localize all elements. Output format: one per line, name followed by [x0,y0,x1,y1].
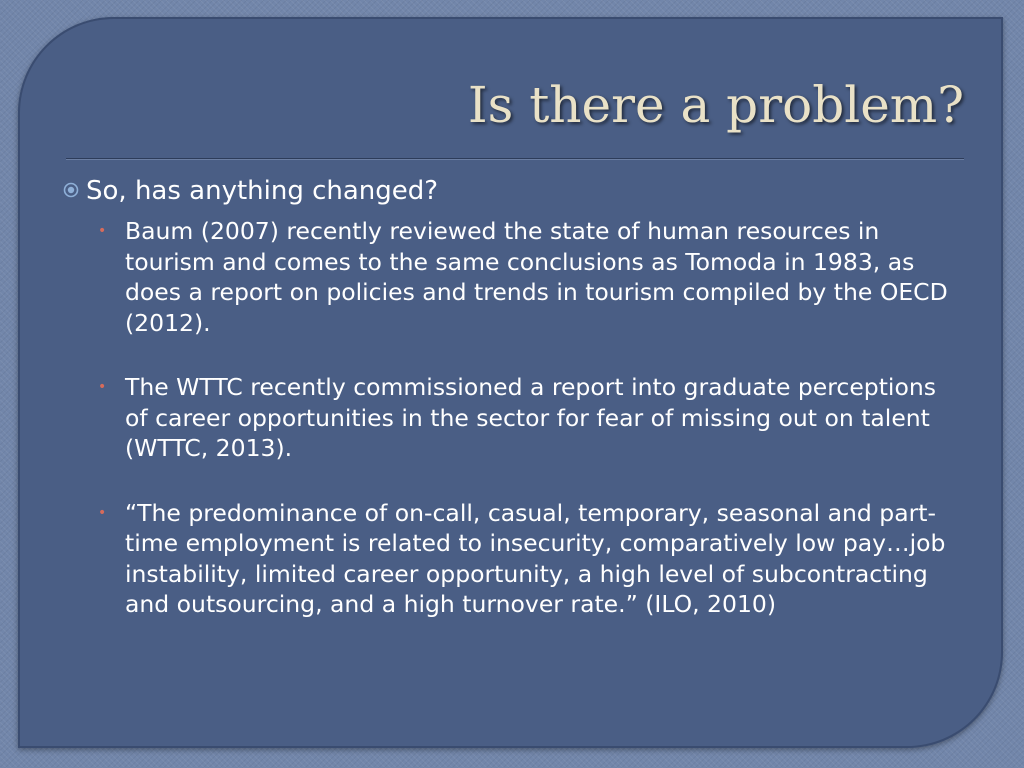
sub-bullet-text: Baum (2007) recently reviewed the state of human resources in tourism and comes to the same conclusions as Tomoda in 1983, as does a report on policies and trends in tourism compiled by the OECD (2012). [125,217,948,337]
slide-title: Is there a problem? [467,76,964,134]
target-circle-icon [56,172,86,198]
dot-icon: • [98,223,107,239]
title-divider [66,158,964,160]
sub-bullet-list [56,216,956,620]
sub-bullet-item [98,498,956,620]
main-bullet-text: So, has anything changed? [86,176,439,206]
dot-icon: • [98,379,107,395]
main-bullet-item [56,172,956,210]
dot-icon: • [98,504,107,521]
sub-bullet-text: The WTTC recently commissioned a report into graduate perceptions of career opportunities in the sector for fear of missing out on talent (WTTC, 2013). [125,373,936,462]
sub-bullet-text: “The predominance of on-call, casual, temporary, seasonal and part-time employment is related to insecurity, comparatively low pay…job instability, limited career opportunity, a high level of subcontracting and outsourcing, and a high turnover rate.” (ILO, 2010) [125,498,946,618]
sub-bullet-item [98,372,956,464]
sub-bullet-item [98,216,956,338]
slide-body [56,172,956,654]
